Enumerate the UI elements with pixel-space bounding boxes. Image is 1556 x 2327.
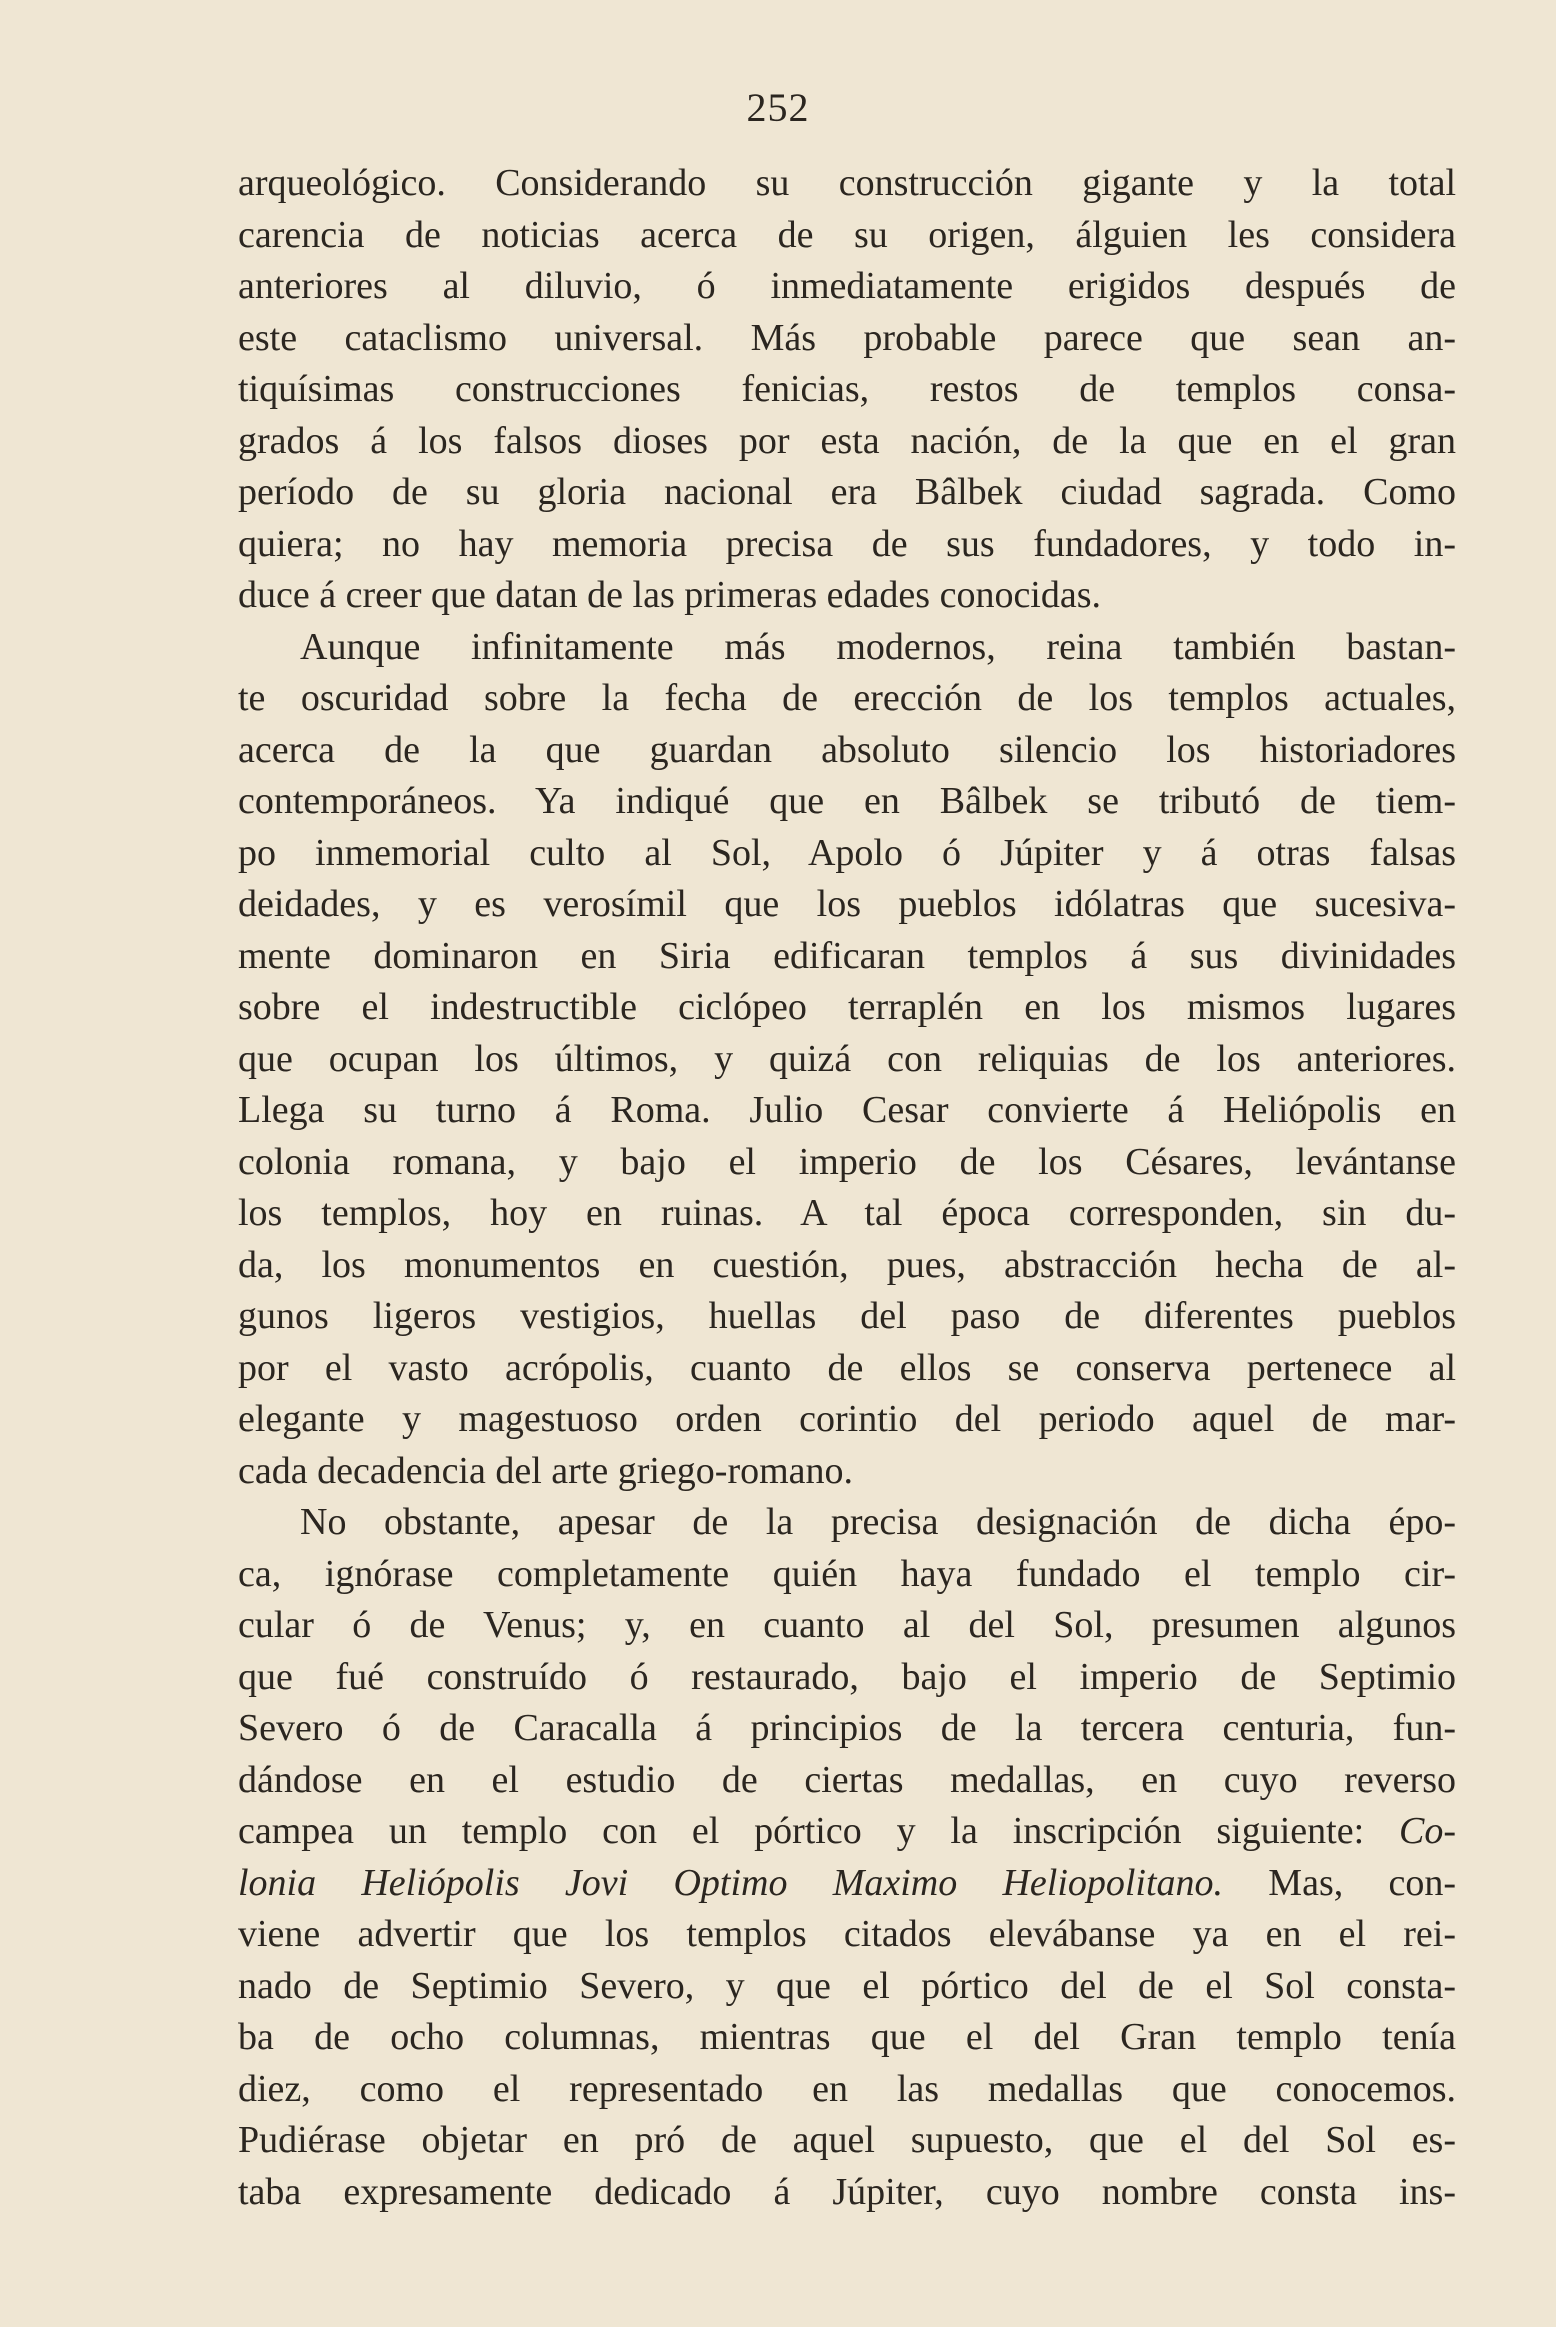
text-line: que fué construído ó restaurado, bajo el imperio de Septimio bbox=[238, 1655, 1456, 1698]
text-line: po inmemorial culto al Sol, Apolo ó Júpiter y á otras falsas bbox=[238, 831, 1456, 874]
text-line: te oscuridad sobre la fecha de erección de los templos actuales, bbox=[238, 677, 1456, 719]
text-line: nado de Septimio Severo, y que el pórtico del de el Sol consta- bbox=[238, 1964, 1456, 2007]
text-line: dándose en el estudio de ciertas medallas, en cuyo reverso bbox=[238, 1758, 1456, 1801]
text-line: mente dominaron en Siria edificaran templos á sus divinidades bbox=[238, 934, 1456, 977]
text-line: anteriores al diluvio, ó inmediatamente erigidos después de bbox=[238, 265, 1456, 307]
text-line: colonia romana, y bajo el imperio de los Césares, levántanse bbox=[238, 1140, 1456, 1183]
text-line: viene advertir que los templos citados elevábanse ya en el rei- bbox=[238, 1913, 1456, 1955]
text-line bbox=[238, 1858, 1456, 1910]
text-line: duce á creer que datan de las primeras edades conocidas. bbox=[238, 574, 1102, 616]
text-line: Aunque infinitamente más modernos, reina también bastan- bbox=[300, 625, 1456, 668]
text-line: ba de ocho columnas, mientras que el del Gran templo tenía bbox=[238, 2016, 1456, 2058]
text-line: Llega su turno á Roma. Julio Cesar convierte á Heliópolis en bbox=[238, 1089, 1456, 1131]
text-line: que ocupan los últimos, y quizá con reliquias de los anteriores. bbox=[238, 1037, 1456, 1080]
italic-segment: lonia Heliópolis Jovi Optimo Maximo Heliopolitano. bbox=[238, 1861, 1224, 1904]
text-line: cular ó de Venus; y, en cuanto al del Sol, presumen algunos bbox=[238, 1604, 1456, 1646]
text-line: ca, ignórase completamente quién haya fundado el templo cir- bbox=[238, 1552, 1456, 1595]
text-line: No obstante, apesar de la precisa designación de dicha épo- bbox=[300, 1501, 1456, 1543]
text-line: grados á los falsos dioses por esta nación, de la que en el gran bbox=[238, 419, 1456, 462]
text-line: cada decadencia del arte griego-romano. bbox=[238, 1449, 854, 1492]
text-line: por el vasto acrópolis, cuanto de ellos se conserva pertenece al bbox=[238, 1346, 1456, 1389]
text-line: este cataclismo universal. Más probable parece que sean an- bbox=[238, 316, 1456, 359]
text-line: quiera; no hay memoria precisa de sus fundadores, y todo in- bbox=[238, 522, 1456, 565]
text-line: tiquísimas construcciones fenicias, restos de templos consa- bbox=[238, 368, 1456, 410]
text-line: taba expresamente dedicado á Júpiter, cuyo nombre consta ins- bbox=[238, 2170, 1456, 2213]
text-segment: Mas, con- bbox=[1268, 1861, 1456, 1904]
text-line: contemporáneos. Ya indiqué que en Bâlbek se tributó de tiem- bbox=[238, 780, 1456, 822]
italic-segment: Co- bbox=[1399, 1810, 1457, 1852]
page-number: 252 bbox=[746, 85, 810, 130]
text-segment: campea un templo con el pórtico y la inscripción siguiente: bbox=[238, 1810, 1365, 1852]
text-line: elegante y magestuoso orden corintio del periodo aquel de mar- bbox=[238, 1398, 1456, 1440]
text-line: deidades, y es verosímil que los pueblos idólatras que sucesiva- bbox=[238, 883, 1456, 925]
text-line: Pudiérase objetar en pró de aquel supuesto, que el del Sol es- bbox=[238, 2119, 1456, 2161]
text-line: arqueológico. Considerando su construcción gigante y la total bbox=[238, 162, 1456, 204]
text-line: los templos, hoy en ruinas. A tal época corresponden, sin du- bbox=[238, 1192, 1456, 1234]
text-line: da, los monumentos en cuestión, pues, abstracción hecha de al- bbox=[238, 1243, 1456, 1286]
body-text bbox=[238, 158, 1456, 2218]
text-line: diez, como el representado en las medallas que conocemos. bbox=[238, 2067, 1456, 2110]
text-line: sobre el indestructible ciclópeo terraplén en los mismos lugares bbox=[238, 986, 1456, 1028]
text-line bbox=[238, 1806, 1456, 1858]
text-line: período de su gloria nacional era Bâlbek ciudad sagrada. Como bbox=[238, 471, 1456, 513]
text-line: gunos ligeros vestigios, huellas del paso de diferentes pueblos bbox=[238, 1295, 1456, 1337]
text-line: acerca de la que guardan absoluto silencio los historiadores bbox=[238, 728, 1456, 771]
text-line: Severo ó de Caracalla á principios de la tercera centuria, fun- bbox=[238, 1707, 1456, 1749]
text-line: carencia de noticias acerca de su origen, álguien les considera bbox=[238, 213, 1456, 256]
